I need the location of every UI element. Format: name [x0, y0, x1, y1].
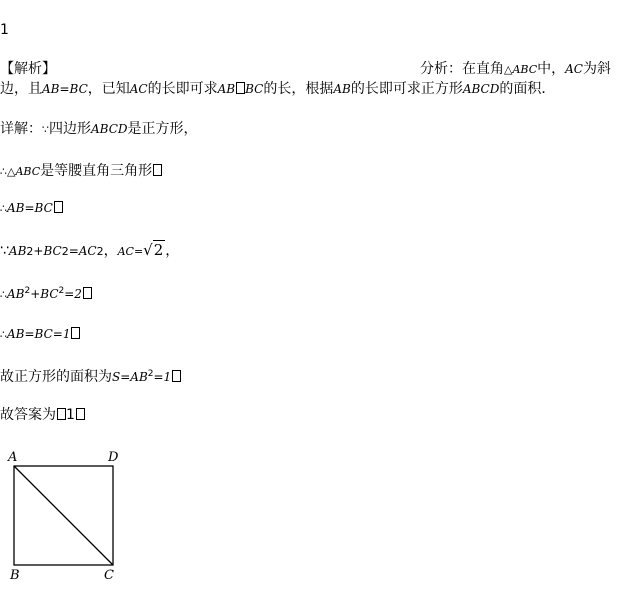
- question-number: 1: [0, 22, 9, 38]
- detail-line-8: 故答案为 1: [0, 404, 85, 424]
- sqrt-expression: √2: [143, 241, 164, 259]
- missing-glyph-box: [83, 287, 92, 299]
- vertex-label-d: D: [108, 450, 119, 465]
- missing-glyph-box: [153, 164, 162, 176]
- diagonal-ac: [14, 466, 113, 565]
- missing-glyph-box: [54, 201, 63, 213]
- missing-glyph-box: [172, 370, 181, 382]
- detail-line-1: 详解：∵四边形ABCD是正方形，: [0, 121, 198, 137]
- detail-line-3: ∴AB=BC: [0, 200, 63, 216]
- vertex-label-c: C: [104, 568, 114, 583]
- missing-glyph-box: [71, 327, 80, 339]
- vertex-label-a: A: [8, 450, 18, 465]
- detail-line-7: 故正方形的面积为$S=AB^2=1$: [0, 366, 181, 386]
- vertex-label-b: B: [10, 568, 20, 583]
- detail-line-4: ∵AB2+BC2=AC2，AC=√2 ，: [0, 241, 180, 259]
- analysis-line-1: 分析：在直角△ABC中，AC为斜: [420, 61, 611, 77]
- missing-glyph-box: [76, 408, 85, 420]
- detail-line-2: ∴△ABC是等腰直角三角形: [0, 160, 162, 180]
- detail-line-5: $\therefore AB^2+BC^2=2$: [0, 286, 92, 302]
- square-figure: [0, 440, 140, 590]
- analysis-line-2: 边，且AB=BC，已知AC的长即可求AB BC的长，根据AB的长即可求正方形ABCD的面积．: [0, 81, 556, 97]
- section-header: 【解析】: [0, 61, 56, 77]
- missing-glyph-box: [57, 408, 66, 420]
- missing-glyph-box: [236, 82, 245, 94]
- detail-line-6: ∴AB=BC=1: [0, 326, 80, 342]
